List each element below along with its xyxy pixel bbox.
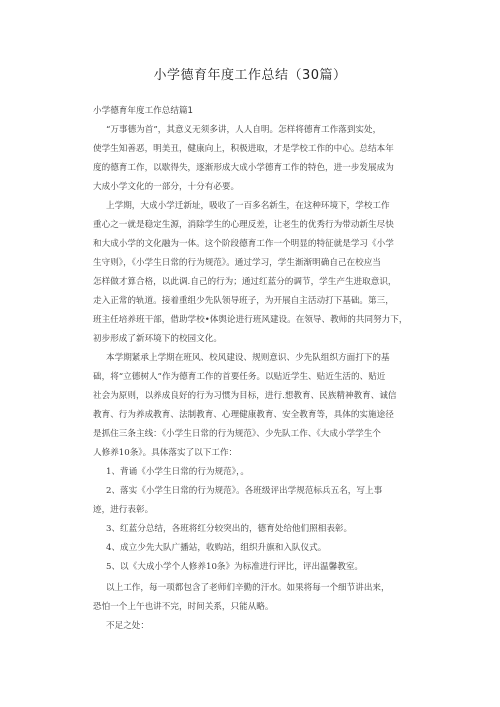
- text-line: 怎样做才算合格，以此调.自己的行为；通过红蓝分的调节，学生产生进取意识，: [93, 277, 397, 287]
- list-item: 2、落实《小学生日常的行为规范》。各班级评出学规范标兵五名，写上事: [106, 486, 383, 496]
- list-item: 5、以《大成小学个人修养10条》为标准进行评比，评出温馨教室。: [106, 562, 364, 572]
- list-item: 1、背诵《小学生日常的行为规范》，。: [106, 467, 249, 477]
- document-title: 小学德育年度工作总结（30篇）: [153, 68, 347, 83]
- text-line: 大成小学文化的一部分，十分有必要。: [93, 182, 240, 192]
- text-line: 础，将“立德树人”作为德育工作的首要任务。以贴近学生、贴近生活的、贴近: [93, 372, 386, 382]
- text-line: 以上工作，每一项都包含了老师们辛勤的汗水。如果将每一个细节讲出来，: [106, 583, 390, 593]
- text-line: 班主任培养班干部，借助学校•体舆论进行班风建设。在领导、教师的共同努力下，: [93, 315, 408, 325]
- text-line: 初步形成了新环境下的校园文化。: [93, 334, 222, 344]
- section-heading: 小学德育年度工作总结篇1: [93, 106, 193, 116]
- text-line: 教育、行为养成教育、法制教育、心理健康教育、安全教育等，具体的实施途径: [93, 410, 394, 420]
- text-line: 生守则》，《小学生日常的行为规范》。通过学习，学生渐渐明确自己在校应当: [93, 258, 381, 268]
- list-item-continuation: 迹，进行表彰。: [93, 505, 154, 515]
- text-line: “万事德为首”，其意义无须多讲，人人自明。怎样将德育工作落到实处，: [106, 125, 382, 135]
- text-line: 走入正常的轨道。接着重组少先队领导班子，为开展自主活动打下基础。第三，: [93, 296, 394, 306]
- text-line: 重心之一就是稳定生源，消除学生的心理反差，让老生的优秀行为带动新生尽快: [93, 220, 394, 230]
- text-line: 人修养10条》。具体落实了以下工作：: [93, 448, 238, 458]
- text-line: 社会为原则，以养成良好的行为习惯为目标，进行.想教育、民族精神教育、诚信: [93, 391, 397, 401]
- text-line: 度的德育工作，以歇得失，逐渐形成大成小学德育工作的特色，进一步发展成为: [93, 163, 394, 173]
- text-line: 使学生知善恶，明美丑，健康向上，积极进取，才是学校工作的中心。总结本年: [93, 144, 394, 154]
- shortcomings-heading: 不足之处：: [106, 621, 149, 631]
- text-line: 和大成小学的文化融为一体。这个阶段德育工作一个明显的特征就是学习《小学: [93, 239, 394, 249]
- list-item: 3、红蓝分总结，各班将红分较突出的，德育处给他们照相表彰。: [106, 524, 353, 534]
- text-line: 是抓住三条主线：《小学生日常的行为规范》、少先队工作、《大成小学学生个: [93, 429, 381, 439]
- text-line: 上学期，大成小学迁新址，吸收了一百多名新生，在这种环境下，学校工作: [106, 201, 390, 211]
- list-item: 4、成立少先大队广播站，收购站，组织升旗和入队仪式。: [106, 543, 327, 553]
- text-line: 本学期紧承上学期在班风、校风建设、规则意识、少先队组织方面打下的基: [106, 353, 390, 363]
- text-line: 恐怕一个上午也讲不完，时间关系，只能从略。: [93, 602, 274, 612]
